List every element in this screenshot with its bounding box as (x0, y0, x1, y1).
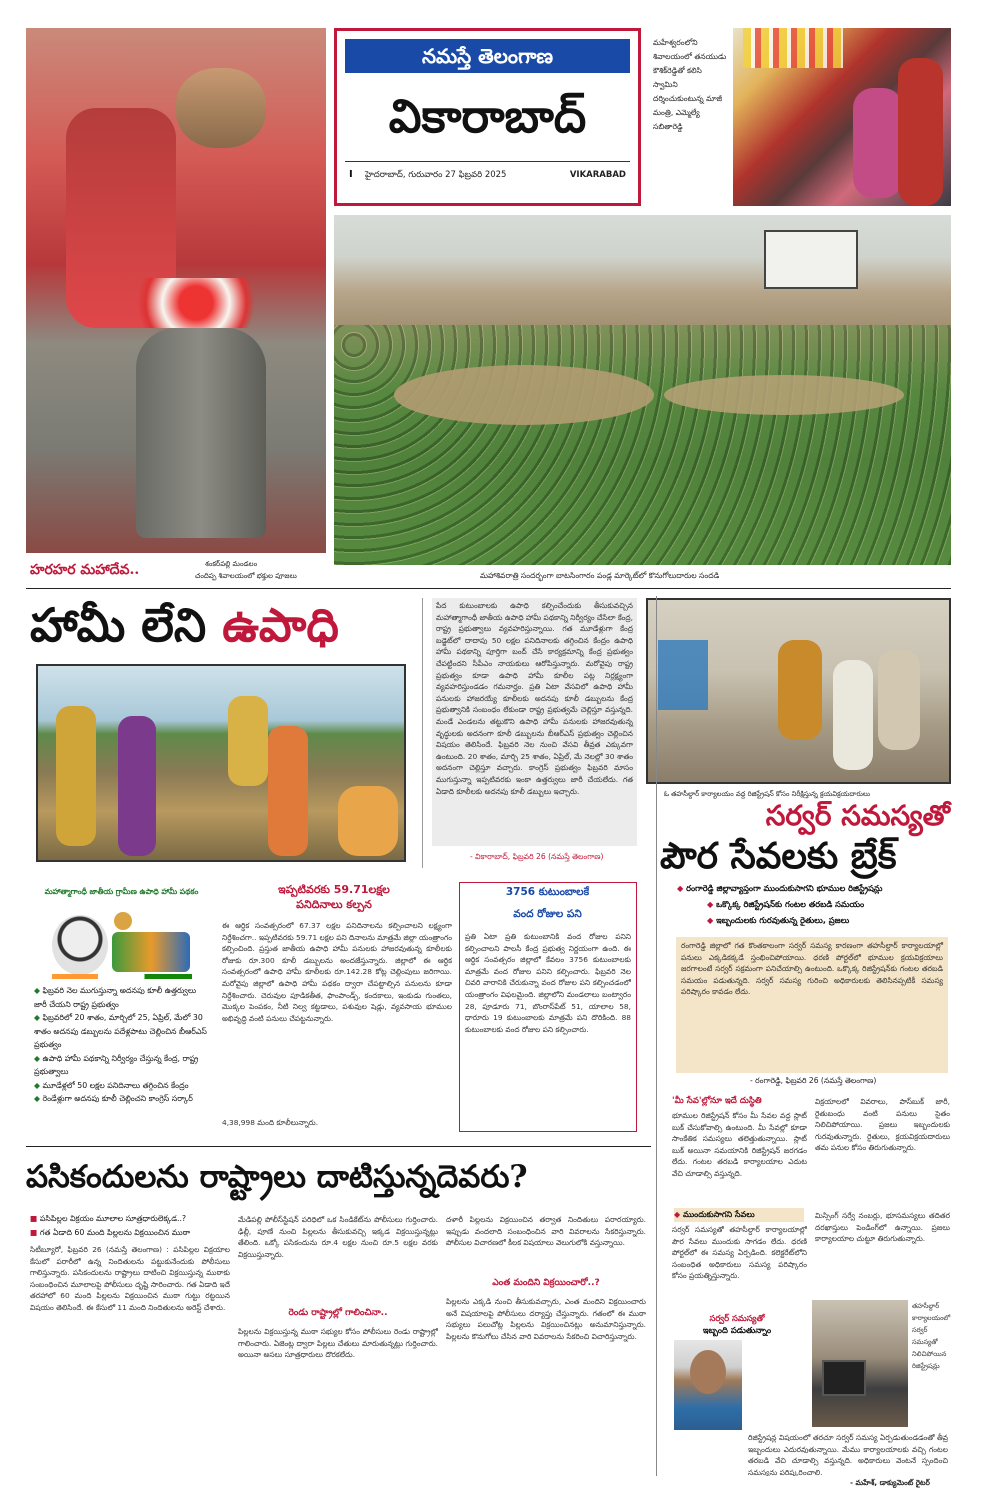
sub2-title-1: 3756 కుటుంబాలకే (505, 886, 590, 898)
edition-en: VIKARABAD (569, 170, 626, 180)
server-bullet: ◆ రంగారెడ్డి జిల్లావ్యాప్తంగా ముందుకుసాగని భూముల రిజిస్ట్రేషన్లు (677, 883, 883, 893)
server-bullet: ◆ ఒక్కొక్క రిజిస్ట్రేషన్‌కు గంటల తరబడి సమయం (707, 899, 865, 909)
bottom-subhead-3: ఎంత మందిని విక్రయించారో..? (492, 1278, 600, 1288)
edition-name: వికారాబాద్ (388, 89, 587, 143)
diamond-bullet-icon: ◆ (677, 883, 684, 893)
temple-visit-photo (733, 28, 951, 206)
gandhi-emblem-icon (52, 910, 192, 980)
page-number: I (349, 169, 353, 180)
server-text-c: సర్వర్ సమస్యతో తహసీల్దార్ కార్యాలయాల్లో పౌర సేవలు ముందుకు సాగడం లేదు. ధరణి పోర్టల్‌లో ఈ సమస్య ఏర్పడింది. కలెక్టరేట్‌లోని సంబంధిత అధికారులు సమస్య పరిష్కారం కోసం ప్రయత్నిస్తున్నారు. (672, 1225, 807, 1281)
tahsildar-office-photo (646, 598, 951, 784)
bottom-bullet: ■ పసిపిల్లల విక్రయం మూలాల సూత్రధారులెక్కడ..? (30, 1214, 187, 1223)
nrega-emblem-box (34, 880, 209, 1160)
lead-sidebar-text: పేద కుటుంబాలకు ఉపాధి కల్పించేందుకు తీసుకువచ్చిన మహాత్మాగాంధీ జాతీయ ఉపాధి హామీ పథకాన్ని నిర్వీర్యం చేసేలా కేంద్ర, రాష్ట్ర ప్రభుత్వాలు వ్యవహరిస్తున్నాయి. గత మూడేళ్లుగా కేంద్ర బడ్జెట్‌లో దాదాపు 50 లక్షల పనిదినాలకు తగ్గించిన కేంద్రం ఉపాధి హామీ పథకాన్ని పూర్తిగా బంద్ చేసే కార్యక్రమాన్ని కేంద్ర ప్రభుత్వం చేపట్టిందని సీపీఎం నాయకులు ఆరోపిస్తున్నారు. మరోవైపు రాష్ట్ర ప్రభుత్వం కూడా ఉపాధి హామీ కూలీల పట్ల నిర్లక్ష్యంగా వ్యవహరిస్తుండడం గమనార్హం. ప్రతి ఏటా వేసవిలో ఉపాధి హామీ పనులకు హాజరయ్యే కూలీలకు అదనపు కూలీ డబ్బులను కేంద్ర ప్రభుత్వానికి సంబంధం లేకుండా రాష్ట్ర ప్రభుత్వమే చెల్లిస్తూ వస్తున్నది. మండే ఎండలను తట్టుకొని ఉపాధి హామీ పనులకు హాజరవుతున్న వృద్ధులకు అదనంగా కూలీ డబ్బులను బీఆర్‌ఎస్ ప్రభుత్వం చెల్లించిన విషయం తెలిసిందే. ఫిబ్రవరి నెల నుంచి వేసవి తీవ్రత ఎక్కువగా ఉంటుంది. 20 శాతం, మార్చి 25 శాతం, ఏప్రిల్, మే నెలల్లో 30 శాతం అదనంగా చెల్లిస్తూ వచ్చారు. కాంగ్రెస్ ప్రభుత్వం ఫిబ్రవరి మాసం ముగుస్తున్నా ఇప్పటివరకు ఇంకా ఉత్తర్వులు జారీ చేయలేదు. గత ఏడాది కూలీలకు అదనపు కూలీ డబ్బులు ఇచ్చారు. (432, 598, 637, 846)
sub2-box (459, 882, 637, 1132)
lead-headline-red: ఉపాధి (222, 598, 339, 652)
square-bullet-icon: ■ (30, 1214, 38, 1223)
bottom-subhead-2: రెండు రాష్ట్రాల్లో గాలించినా.. (288, 1308, 388, 1318)
nrega-bullet: ◆ మూడేళ్లలో 50 లక్షల పనిదినాలు తగ్గించిన కేంద్రం (34, 1080, 189, 1090)
server-subhead-a: 'మీ సేవ'ల్లోనూ ఇదే దుస్థితి (672, 1096, 762, 1106)
diamond-bullet-icon: ◆ (674, 1210, 681, 1219)
bottom-bullets (30, 1212, 230, 1240)
sub1-title (224, 882, 444, 912)
sub2-text: ప్రతి ఏటా ప్రతి కుటుంబానికి వంద రోజుల పనిని కల్పించాలని పాలసీ కేంద్ర ప్రభుత్వ నిర్ణయంగా ఉంది. ఈ ఆర్థిక సంవత్సరం జిల్లాలో కేవలం 3756 కుటుంబాలకు మాత్రమే వంద రోజుల పనిని కల్పించారు. ఫిబ్రవరి నెల చివరి వారానికి చేరుకున్నా వంద రోజుల పని కల్పించడంలో యంత్రాంగం విఫలమైంది. జిల్లాలోని మండలాలు బంట్వారం 28, పూడూరు 71, బొంరాస్‌పేట్ 51, యాలాల 58, ధారూరు 19 కుటుంబాలకు మాత్రమే పని దొరికింది. 88 కుటుంబాలకు వంద రోజుల పని కల్పించారు. (465, 932, 631, 1034)
nrega-bullet: ◆ రెండేళ్లుగా అదనపు కూలీ చెల్లించని కాంగ్రెస్ సర్కార్ (34, 1094, 193, 1103)
nrega-emblem-title: మహాత్మాగాంధీ జాతీయ గ్రామీణ ఉపాధి హామీ పథకం (44, 887, 199, 896)
server-bullet: ◆ ఇబ్బందులకు గురవుతున్న రైతులు, ప్రజలు (707, 915, 850, 925)
nrega-workers-photo (36, 664, 406, 862)
check-bullet-icon: ◆ (34, 1013, 40, 1022)
dateline: హైదరాబాద్, గురువారం 27 ఫిబ్రవరి 2025 (365, 170, 507, 180)
quote-title (672, 1312, 802, 1336)
temple-photo-caption-1: శంకర్‌పల్లి మండలం (205, 560, 258, 568)
server-text-e: రిజిస్ట్రేషన్ల విషయంలో తరచూ సర్వర్ సమస్య ఏర్పడుతుండడంతో తీవ్ర ఇబ్బందులు ఎదురవుతున్నాయి. మేము కార్యాలయాలకు వచ్చి గంటల తరబడి వేచి చూడాల్సి వస్తున్నది. అధికారులు వెంటనే స్పందించి సమస్యను పరిష్కరించాలి. (748, 1433, 948, 1476)
masthead (334, 28, 641, 206)
office-computer-photo (812, 1300, 908, 1427)
lead-sidebar-dateline: - వికారాబాద్, ఫిబ్రవరి 26 (నమస్తే తెలంగాణ) (470, 852, 604, 861)
watermelon-photo-caption: మహాశివరాత్రి సందర్భంగా బాటసింగారం పండ్ల మార్కెట్‌లో కొనుగోలుదారుల సందడి (480, 571, 720, 580)
diamond-bullet-icon: ◆ (707, 915, 714, 925)
check-bullet-icon: ◆ (34, 986, 40, 995)
server-text-a: భూముల రిజిస్ట్రేషన్ కోసం మీ సేవల వద్ద స్లాట్ బుక్ చేసుకోవాల్సి ఉంటుంది. మీ సేవల్లో కూడా సాంకేతిక సమస్యలు తలెత్తుతున్నాయి. స్లాట్ బుక్ అయినా సమయానికి రిజిస్ట్రేషన్ జరగడం లేదు. గంటల తరబడి కార్యాలయాల ఎదుట వేచి చూడాల్సి వస్తున్నది. (672, 1111, 807, 1178)
server-subhead-b: ◆ ముందుకుసాగని సేవలు (674, 1208, 804, 1222)
bottom-col-2: మేడిపల్లి పోలీస్‌స్టేషన్ పరిధిలో ఒక సిండికేట్‌ను పోలీసులు గుర్తించారు. ఢిల్లీ, పూణే నుంచి పిల్లలను తీసుకువచ్చి ఇక్కడ విక్రయిస్తున్నట్లు తేలింది. ఒక్కో పసికందును రూ.4 లక్షల నుంచి రూ.5 లక్షల వరకు విక్రయిస్తున్నారు. (238, 1215, 438, 1259)
server-text-d: మిస్సింగ్ సర్వే నంబర్లు, భూసమస్యలు తదితర దరఖాస్తులు పెండింగ్‌లో ఉన్నాయి. ప్రజలు కార్యాలయాల చుట్టూ తిరుగుతున్నారు. (815, 1211, 950, 1244)
server-bullets (677, 880, 952, 928)
masthead-brand: నమస్తే తెలంగాణ (345, 39, 630, 73)
sub1-numbers: 4,38,998 మంది కూలీలున్నారు. (222, 1118, 319, 1127)
document-writer-portrait (674, 1340, 742, 1430)
diamond-bullet-icon: ◆ (707, 899, 714, 909)
nrega-bullets (34, 984, 209, 1106)
temple-photo-caption-2: చందిప్ప శివాలయంలో భక్తుల పూజలు (195, 572, 297, 580)
watermelon-market-photo (334, 215, 951, 565)
server-headline-2: పౌర సేవలకు బ్రేక్ (660, 835, 897, 877)
nrega-bullet: ◆ ఫిబ్రవరి నెల ముగుస్తున్నా అదనపు కూలీ ఉత్తర్వులు జారీ చేయని రాష్ట్ర ప్రభుత్వం (34, 986, 197, 1009)
bottom-col-3b: పిల్లలను ఎక్కడి నుంచి తీసుకువచ్చారు, ఎంత మందిని విక్రయించారు అనే విషయాలపై పోలీసులు దర్యాప్తు చేస్తున్నారు. గతంలో ఈ ముఠా సభ్యులు పలుచోట్ల పిల్లలను విక్రయించినట్లు అనుమానిస్తున్నారు. పిల్లలను కొనుగోలు చేసిన వారి వివరాలను సేకరించి విచారిస్తున్నారు. (446, 1297, 646, 1341)
side-photo-caption: తహసీల్దార్ కార్యాలయంలో సర్వర్ సమస్యతో నిలిచిపోయిన రిజిస్ట్రేషన్లు (912, 1302, 951, 1370)
quote-title-1: సర్వర్ సమస్యతో (709, 1313, 765, 1323)
lead-headline (30, 594, 430, 656)
tahsildar-photo-caption: ఓ తహసీల్దార్ కార్యాలయం వద్ద రిజిస్ట్రేషన్ కోసం నిరీక్షిస్తున్న క్రయవిక్రయదారులు (664, 790, 871, 798)
server-dateline: - రంగారెడ్డి, ఫిబ్రవరి 26 (నమస్తే తెలంగాణ) (750, 1076, 877, 1085)
bottom-col-1: సిటీబ్యూరో, ఫిబ్రవరి 26 (నమస్తే తెలంగాణ) : పసిపిల్లల విక్రయాల కేసులో పరారీలో ఉన్న నిందితులను పట్టుకునేందుకు పోలీసులు గాలిస్తున్నారు. పసికందులను రాష్ట్రాలు దాటించి విక్రయిస్తున్న ముఠాకు సంబంధించిన మూలాలపై పోలీసులు దృష్టి సారించారు. గత ఏడాది ఇదే తరహాలో 60 మంది పిల్లలను విక్రయించిన ముఠా గుట్టు రట్టయిన విషయం తెలిసిందే. ఈ కేసులో 11 మంది నిందితులను అరెస్ట్ చేశారు. (30, 1245, 230, 1312)
nrega-bullet: ◆ ఉపాధి హామీ పథకాన్ని నిర్వీర్యం చేస్తున్న కేంద్ర, రాష్ట్ర ప్రభుత్వాలు (34, 1053, 199, 1076)
bottom-headline: పసికందులను రాష్ట్రాలు దాటిస్తున్నదెవరు? (26, 1159, 528, 1195)
check-bullet-icon: ◆ (34, 1080, 40, 1090)
sub2-title-2: వంద రోజుల పని (513, 908, 582, 920)
sub1-title-1: ఇప్పటివరకు 59.71లక్షల (278, 883, 390, 896)
check-bullet-icon: ◆ (34, 1094, 40, 1103)
square-bullet-icon: ■ (30, 1228, 38, 1237)
temple-photo (26, 28, 326, 553)
sub1-title-2: పనిదినాలు కల్పన (296, 898, 372, 911)
sub1-text: ఈ ఆర్థిక సంవత్సరంలో 67.37 లక్షల పనిదినాలను కల్పించాలని లక్ష్యంగా నిర్దేశించగా.. ఇప్పటివరకు 59.71 లక్షల పని దినాలను మాత్రమే జిల్లా యంత్రాంగం కల్పించింది. ప్రస్తుత జాతీయ ఉపాధి హామీ పనులకు హాజరవుతున్న కూలీలకు రోజుకు రూ.300 కూలీ డబ్బులను అందజేస్తున్నారు. జిల్లాలో ఈ ఆర్థిక సంవత్సరంలో ఉపాధి హామీ కూలీలకు రూ.142.28 కోట్ల చెల్లింపులు జరిగాయి. మరోవైపు జిల్లాలో ఉపాధి హామీ పథకం ద్వారా చేపట్టాల్సిన పనులను కూడా నిర్దేశించారు. చెరువుల పూడికతీత, ఫాంపాండ్స్, కందకాలు, ఇంకుడు గుంతలు, మొక్కల పెంపకం, నీటి నిల్వ కట్టడాలు, పశువుల షెడ్లు, వ్యవసాయ భూముల అభివృద్ధి వంటి పనులు చేపట్టనున్నారు. (222, 921, 452, 1023)
nrega-bullet: ◆ ఫిబ్రవరిలో 20 శాతం, మార్చిలో 25, ఏప్రిల్, మేలో 30 శాతం అదనపు డబ్బులను పదేళ్లపాటు చెల్లించిన బీఆర్‌ఎస్ ప్రభుత్వం (34, 1013, 207, 1049)
server-intro: రంగారెడ్డి జిల్లాలో గత కొంతకాలంగా సర్వర్ సమస్య కారణంగా తహసీల్దార్ కార్యాలయాల్లో పనులు ఎక్కడికక్కడే స్తంభించిపోయాయి. ధరణి పోర్టల్‌లో భూముల క్రయవిక్రయాలు జరగాలంటే సర్వర్ సక్రమంగా పనిచేయాల్సి ఉంటుంది. ఒక్కొక్క రిజిస్ట్రేషన్‌కు గంటల తరబడి సమయం పడుతున్నది. సర్వర్ సమస్య గురించి అధికారులకు తెలిసినప్పటికీ సమస్య పరిష్కారం కావడం లేదు. (676, 937, 948, 1073)
top-right-caption: మహేశ్వరంలోని శివాలయంలో తనయుడు కౌశిక్‌రెడ్డితో కలిసి స్వామిని దర్శించుకుంటున్న మాజీ మంత్రి, ఎమ్మెల్యే సబితారెడ్డి (653, 38, 727, 131)
bottom-col-2b: పిల్లలను విక్రయిస్తున్న ముఠా సభ్యుల కోసం పోలీసులు రెండు రాష్ట్రాల్లో గాలించారు. ఏజెంట్ల ద్వారా పిల్లలు చేతులు మారుతున్నట్లు గుర్తించారు. అయినా అసలు సూత్రధారులు దొరకలేదు. (238, 1327, 438, 1360)
bottom-col-3: దళారీ పిల్లలను విక్రయించిన తర్వాత నిందితులు పరారయ్యారు. ఇప్పుడు వందలాది సంబంధించిన వారి వివరాలను సేకరిస్తున్నారు. పోలీసుల విచారణలో కీలక విషయాలు వెలుగులోకి వస్తున్నాయి. (446, 1215, 646, 1248)
server-byline: - మహేశ్, డాక్యుమెంట్ రైటర్ (850, 1478, 930, 1487)
check-bullet-icon: ◆ (34, 1053, 40, 1063)
quote-title-2: ఇబ్బంది పడుతున్నాం (702, 1325, 772, 1335)
bottom-bullet: ■ గత ఏడాది 60 మంది పిల్లలను విక్రయించిన ముఠా (30, 1228, 191, 1237)
temple-photo-title: హరహర మహాదేవ.. (30, 562, 140, 578)
server-text-b: విక్రయాలలో వివరాలు, పాస్‌బుక్ జారీ, రైతుబంధు వంటి పనులు సైతం నిలిచిపోయాయి. ప్రజలు ఇబ్బందులకు గురవుతున్నారు. రైతులు, క్రయవిక్రయదారులు తమ పనుల కోసం తిరుగుతున్నారు. (815, 1097, 950, 1153)
server-headline-1: సర్వర్ సమస్యతో (765, 799, 950, 832)
lead-headline-black: హామీ లేని (30, 598, 207, 652)
